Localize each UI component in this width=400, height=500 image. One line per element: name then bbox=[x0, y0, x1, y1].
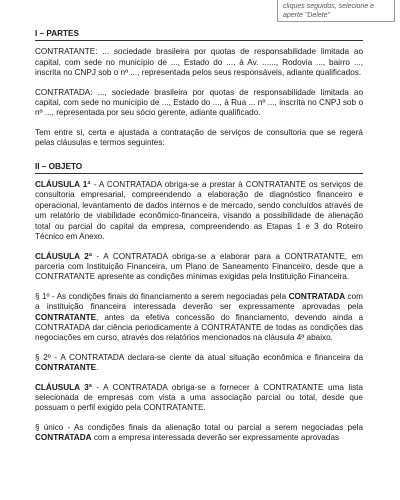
contratante-paragraph: CONTRATANTE: ... sociedade brasileira por quotas de responsabilidade limitada ao capital, com sede no município de ..., Estado do ..., à Av. ......, Rodovia ..., bairro ..., inscrita no CNPJ sob o nº ..., representada pelos seus responsáveis, adiante qualificados. bbox=[35, 47, 363, 78]
paragrafo-1-mid: com a instituição financeira interessada deverão ser expressamente aprovadas pela bbox=[35, 291, 364, 312]
paragrafo-1-bold-2: CONTRATANTE bbox=[35, 312, 97, 322]
paragrafo-1-post: , antes da efetiva concessão do financiamento, devendo ainda a CONTRATADA dar ciência periodicamente à CONTRATANTE de todas as condições das negociações em curso, através dos relatórios mencionados na cláusula 4ª abaixo. bbox=[35, 312, 363, 343]
contract-document bbox=[35, 29, 363, 453]
instruction-note-text: cliques seguidos, selecione e aperte "Delete" bbox=[283, 3, 375, 19]
paragrafo-1 bbox=[35, 292, 363, 344]
paragrafo-2-pre: § 2º - A CONTRATADA declara-se ciente da atual situação econômica e financeira da bbox=[35, 352, 363, 362]
paragrafo-unico-post: com a empresa interessada deverão ser expressamente aprovadas bbox=[91, 433, 340, 443]
instruction-note bbox=[277, 0, 395, 22]
paragrafo-2-post: . bbox=[96, 363, 99, 373]
clausula-1 bbox=[35, 180, 363, 242]
paragrafo-1-pre: § 1º - As condições finais do financiamento a serem negociadas pela bbox=[35, 291, 289, 301]
paragrafo-2 bbox=[35, 353, 363, 374]
paragrafo-unico-bold: CONTRATADA bbox=[35, 433, 92, 443]
paragrafo-1-bold-1: CONTRATADA bbox=[288, 291, 346, 301]
contratada-paragraph: CONTRATADA: ..., sociedade brasileira por quotas de responsabilidade limitada ao capital, com sede no município de ..., Estado do ..., à Rua ... nº ..., inscrita no CNPJ sob o nº ..., representada por seu sócio gerente, adiante qualificado. bbox=[35, 87, 363, 118]
paragrafo-unico-pre: § único - As condições finais da alienação total ou parcial a serem negociadas pela bbox=[35, 422, 363, 432]
ajuste-paragraph: Tem entre si, certa e ajustada a contratação de serviços de consultoria que se regerá pelas cláusulas e termos seguintes: bbox=[35, 127, 363, 148]
clausula-3-text: - A CONTRATADA obriga-se a fornecer à CONTRATANTE uma lista selecionada de empresas com vista a uma associação parcial ou total, desde que possuam o perfil exigido pela CONTRATANTE. bbox=[35, 382, 363, 413]
clausula-1-text: - A CONTRATADA obriga-se a prestar à CONTRATANTE os serviços de consultoria empresarial, compreendendo a elaboração de diagnóstico financeiro e operacional, levantamento de dados internos e de mercado, sendo concluídos através de um relatório de viabilidade econômico-financeira, visando a possibilidade de alienação total ou parcial do capital da empresa, compreendendo as Etapas 1 e 3 do Roteiro Técnico em Anexo. bbox=[35, 180, 363, 242]
clausula-2 bbox=[35, 252, 363, 283]
section-heading-objeto: II – OBJETO bbox=[35, 162, 363, 174]
paragrafo-unico bbox=[35, 423, 363, 444]
paragrafo-2-bold: CONTRATANTE bbox=[35, 363, 97, 373]
clausula-3 bbox=[35, 383, 363, 414]
section-heading-partes: I – PARTES bbox=[35, 29, 363, 41]
clausula-3-label: CLÁUSULA 3ª bbox=[35, 382, 92, 392]
clausula-1-label: CLÁUSULA 1ª bbox=[35, 180, 91, 190]
clausula-2-label: CLÁUSULA 2ª bbox=[35, 251, 92, 261]
clausula-2-text: - A CONTRATADA obriga-se a elaborar para a CONTRATANTE, em parceria com Instituição Financeira, um Plano de Saneamento Financeiro, desde que a CONTRATANTE apresente as condições mínimas exigidas pela Instituição Financeira. bbox=[35, 251, 363, 282]
